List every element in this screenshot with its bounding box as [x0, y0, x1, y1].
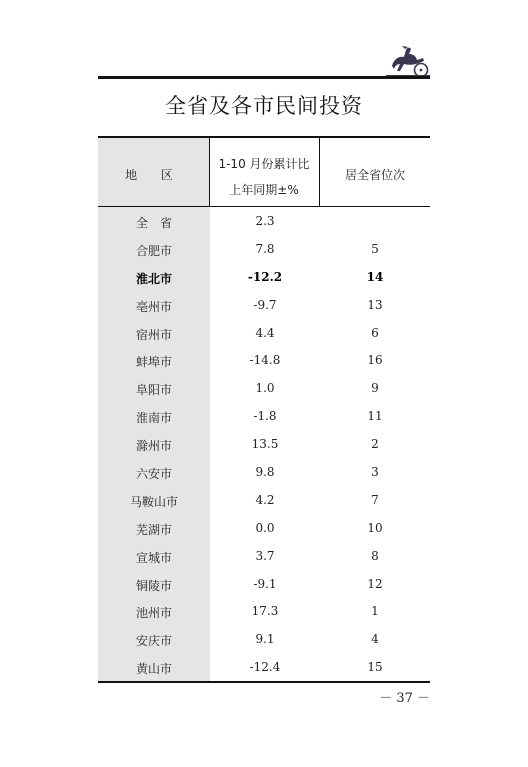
- table-row: [98, 263, 430, 291]
- header-growth-line1: 1-10 月份累计比: [218, 157, 310, 171]
- region-cell: 芜湖市: [135, 522, 172, 537]
- table-row: [98, 486, 430, 514]
- growth-cell: 0.0: [255, 520, 275, 535]
- header-region: 地 区: [125, 168, 183, 182]
- table-row: [98, 458, 430, 486]
- growth-cell: 13.5: [251, 437, 279, 452]
- growth-cell: 3.7: [255, 548, 275, 563]
- region-cell: 淮南市: [135, 411, 172, 426]
- region-cell: 滁州市: [135, 439, 172, 454]
- growth-cell: -14.8: [249, 353, 281, 368]
- table-row: [98, 542, 430, 570]
- table-row: [98, 653, 430, 681]
- table-row: [98, 291, 430, 319]
- rank-cell: 15: [367, 660, 383, 675]
- region-cell: 铜陵市: [135, 578, 172, 593]
- rank-cell: 12: [367, 576, 383, 591]
- header-rank: 居全省位次: [344, 168, 405, 182]
- region-cell: 蚌埠市: [135, 355, 172, 370]
- rank-cell: 8: [371, 548, 379, 563]
- header-growth-line2: 上年同期±%: [229, 183, 299, 197]
- region-cell: 亳州市: [135, 299, 172, 314]
- region-cell: 池州市: [135, 606, 172, 621]
- table-row: [98, 514, 430, 542]
- rank-cell: 13: [367, 297, 383, 312]
- growth-cell: 9.8: [255, 465, 275, 480]
- rank-cell: 1: [371, 604, 379, 619]
- growth-cell: -9.7: [253, 297, 277, 312]
- growth-cell: 7.8: [255, 241, 275, 256]
- region-cell: 马鞍山市: [129, 494, 178, 509]
- rank-cell: 14: [366, 269, 384, 284]
- growth-cell: 9.1: [255, 632, 275, 647]
- region-cell: 宣城市: [135, 550, 172, 565]
- rank-cell: 7: [371, 492, 379, 507]
- table-row: [98, 319, 430, 347]
- table-row: [98, 402, 430, 430]
- table-row: [98, 346, 430, 374]
- table-bottom-rule: [98, 681, 430, 683]
- table-header: [98, 138, 430, 206]
- growth-cell: 2.3: [255, 214, 275, 228]
- table-row: [98, 597, 430, 625]
- region-cell: 安庆市: [135, 634, 172, 649]
- table-body: [98, 207, 430, 681]
- region-cell: 黄山市: [135, 662, 172, 677]
- table-row: [98, 374, 430, 402]
- growth-cell: -9.1: [253, 576, 277, 591]
- rank-cell: 3: [371, 465, 379, 480]
- growth-cell: 17.3: [251, 604, 279, 619]
- rank-cell: 4: [371, 632, 379, 647]
- region-cell: 合肥市: [135, 243, 172, 258]
- growth-cell: 4.4: [255, 325, 275, 340]
- region-cell: 阜阳市: [135, 383, 172, 398]
- table-row: [98, 207, 430, 235]
- header-rule: [98, 76, 430, 79]
- page-title: 全省及各市民间投资: [165, 94, 363, 118]
- rank-cell: 2: [371, 437, 379, 452]
- horse-chariot-logo-icon: [386, 44, 430, 78]
- table-row: [98, 235, 430, 263]
- growth-cell: 4.2: [255, 492, 275, 507]
- rank-cell: 16: [367, 353, 383, 368]
- table-row: [98, 625, 430, 653]
- growth-cell: -12.4: [249, 660, 281, 675]
- growth-cell: 1.0: [255, 381, 275, 396]
- rank-cell: 11: [367, 409, 383, 424]
- region-cell: 六安市: [135, 467, 172, 482]
- region-cell: 宿州市: [135, 327, 172, 342]
- region-cell: 淮北市: [135, 271, 172, 286]
- rank-cell: 5: [371, 241, 379, 256]
- region-cell: 全 省: [135, 216, 172, 230]
- growth-cell: -12.2: [247, 269, 283, 284]
- investment-table: [98, 136, 430, 683]
- table-row: [98, 570, 430, 598]
- rank-cell: 10: [367, 520, 383, 535]
- rank-cell: 9: [371, 381, 379, 396]
- rank-cell: 6: [371, 325, 379, 340]
- table-row: [98, 430, 430, 458]
- growth-cell: -1.8: [253, 409, 277, 424]
- page-number: － 37 －: [379, 691, 430, 706]
